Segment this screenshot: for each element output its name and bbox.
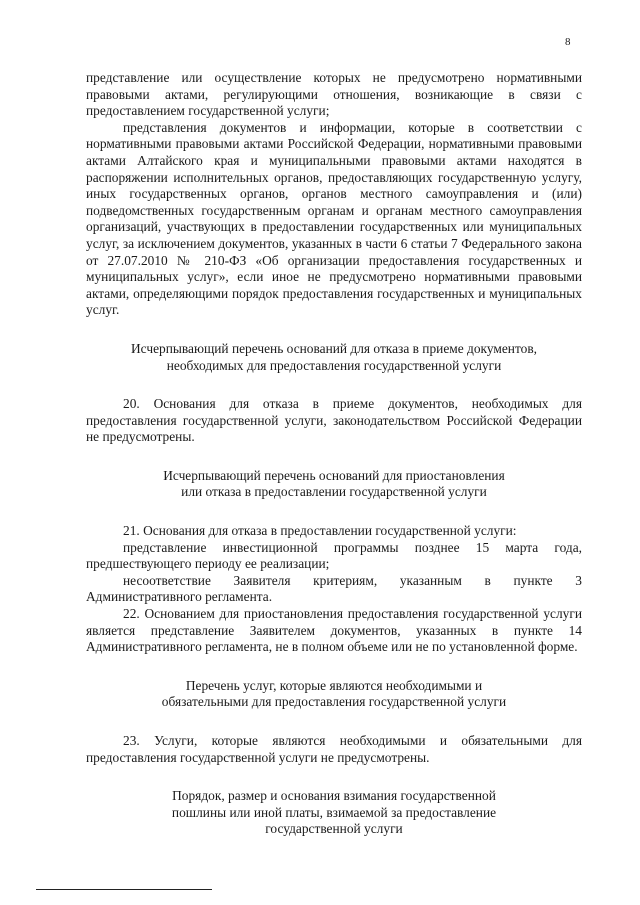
- paragraph-20: 20. Основания для отказа в приеме документов, необходимых для предоставления государственной услуги, законодательством Российской Федерации не предусмотрены.: [86, 396, 582, 445]
- heading-line: Исчерпывающий перечень оснований для приостановления: [163, 467, 505, 483]
- section-heading-refusal-acceptance: [86, 341, 582, 374]
- footnote-divider: [36, 889, 212, 890]
- paragraph-23: 23. Услуги, которые являются необходимыми и обязательными для предоставления государственной услуги не предусмотрены.: [86, 733, 582, 765]
- heading-line: Перечень услуг, которые являются необходимыми и: [185, 677, 483, 693]
- paragraph-21: 21. Основания для отказа в предоставлении государственной услуги:: [123, 523, 517, 539]
- paragraph-documents-information: представления документов и информации, которые в соответствии с нормативными правовыми актами Российской Федерации, нормативными правовыми актами Алтайского края и муниципальными правовыми актами находятся в распоряжении исполнительных органов, предоставляющих государственную услугу, иных государственных органов, органов местного самоуправления и (или) подведомственных государственным органам и органам местного самоуправления организаций, участвующих в предоставлении государственных или муниципальных услуг, за исключением документов, указанных в части 6 статьи 7 Федерального закона от 27.07.2010 № 210-ФЗ «Об организации предоставления государственных и муниципальных услуг», если иное не предусмотрено нормативными правовыми актами, определяющими порядок предоставления государственных и муниципальных услуг.: [86, 119, 582, 318]
- paragraph-22: 22. Основанием для приостановления предоставления государственной услуги является представление Заявителем документов, указанных в пункте 14 Административного регламента, не в полном объеме или не по установленной форме.: [86, 606, 582, 655]
- heading-line: Исчерпывающий перечень оснований для отказа в приеме документов,: [130, 340, 538, 356]
- heading-line: необходимых для предоставления государственной услуги: [166, 357, 502, 373]
- section-heading-state-fee: [86, 788, 582, 838]
- paragraph-21-item-1: представление инвестиционной программы позднее 15 марта года, предшествующего периоду ее реализации;: [86, 539, 582, 572]
- page-number: 8: [565, 36, 571, 48]
- heading-line: государственной услуги: [265, 821, 403, 837]
- section-heading-necessary-services: [86, 678, 582, 711]
- document-body: [86, 70, 582, 838]
- heading-line: Порядок, размер и основания взимания государственной: [172, 788, 496, 804]
- paragraph-continuation: представление или осуществление которых не предусмотрено нормативными правовыми актами, регулирующими отношения, возникающие в связи с предоставлением государственной услуги;: [86, 70, 582, 119]
- heading-line: пошлины или иной платы, взимаемой за предоставление: [171, 804, 497, 820]
- section-heading-suspension-refusal: [86, 468, 582, 501]
- heading-line: или отказа в предоставлении государственной услуги: [181, 484, 487, 500]
- heading-line: обязательными для предоставления государственной услуги: [161, 694, 507, 710]
- paragraph-21-item-2: несоответствие Заявителя критериям, указанным в пункте 3 Административного регламента.: [86, 572, 582, 605]
